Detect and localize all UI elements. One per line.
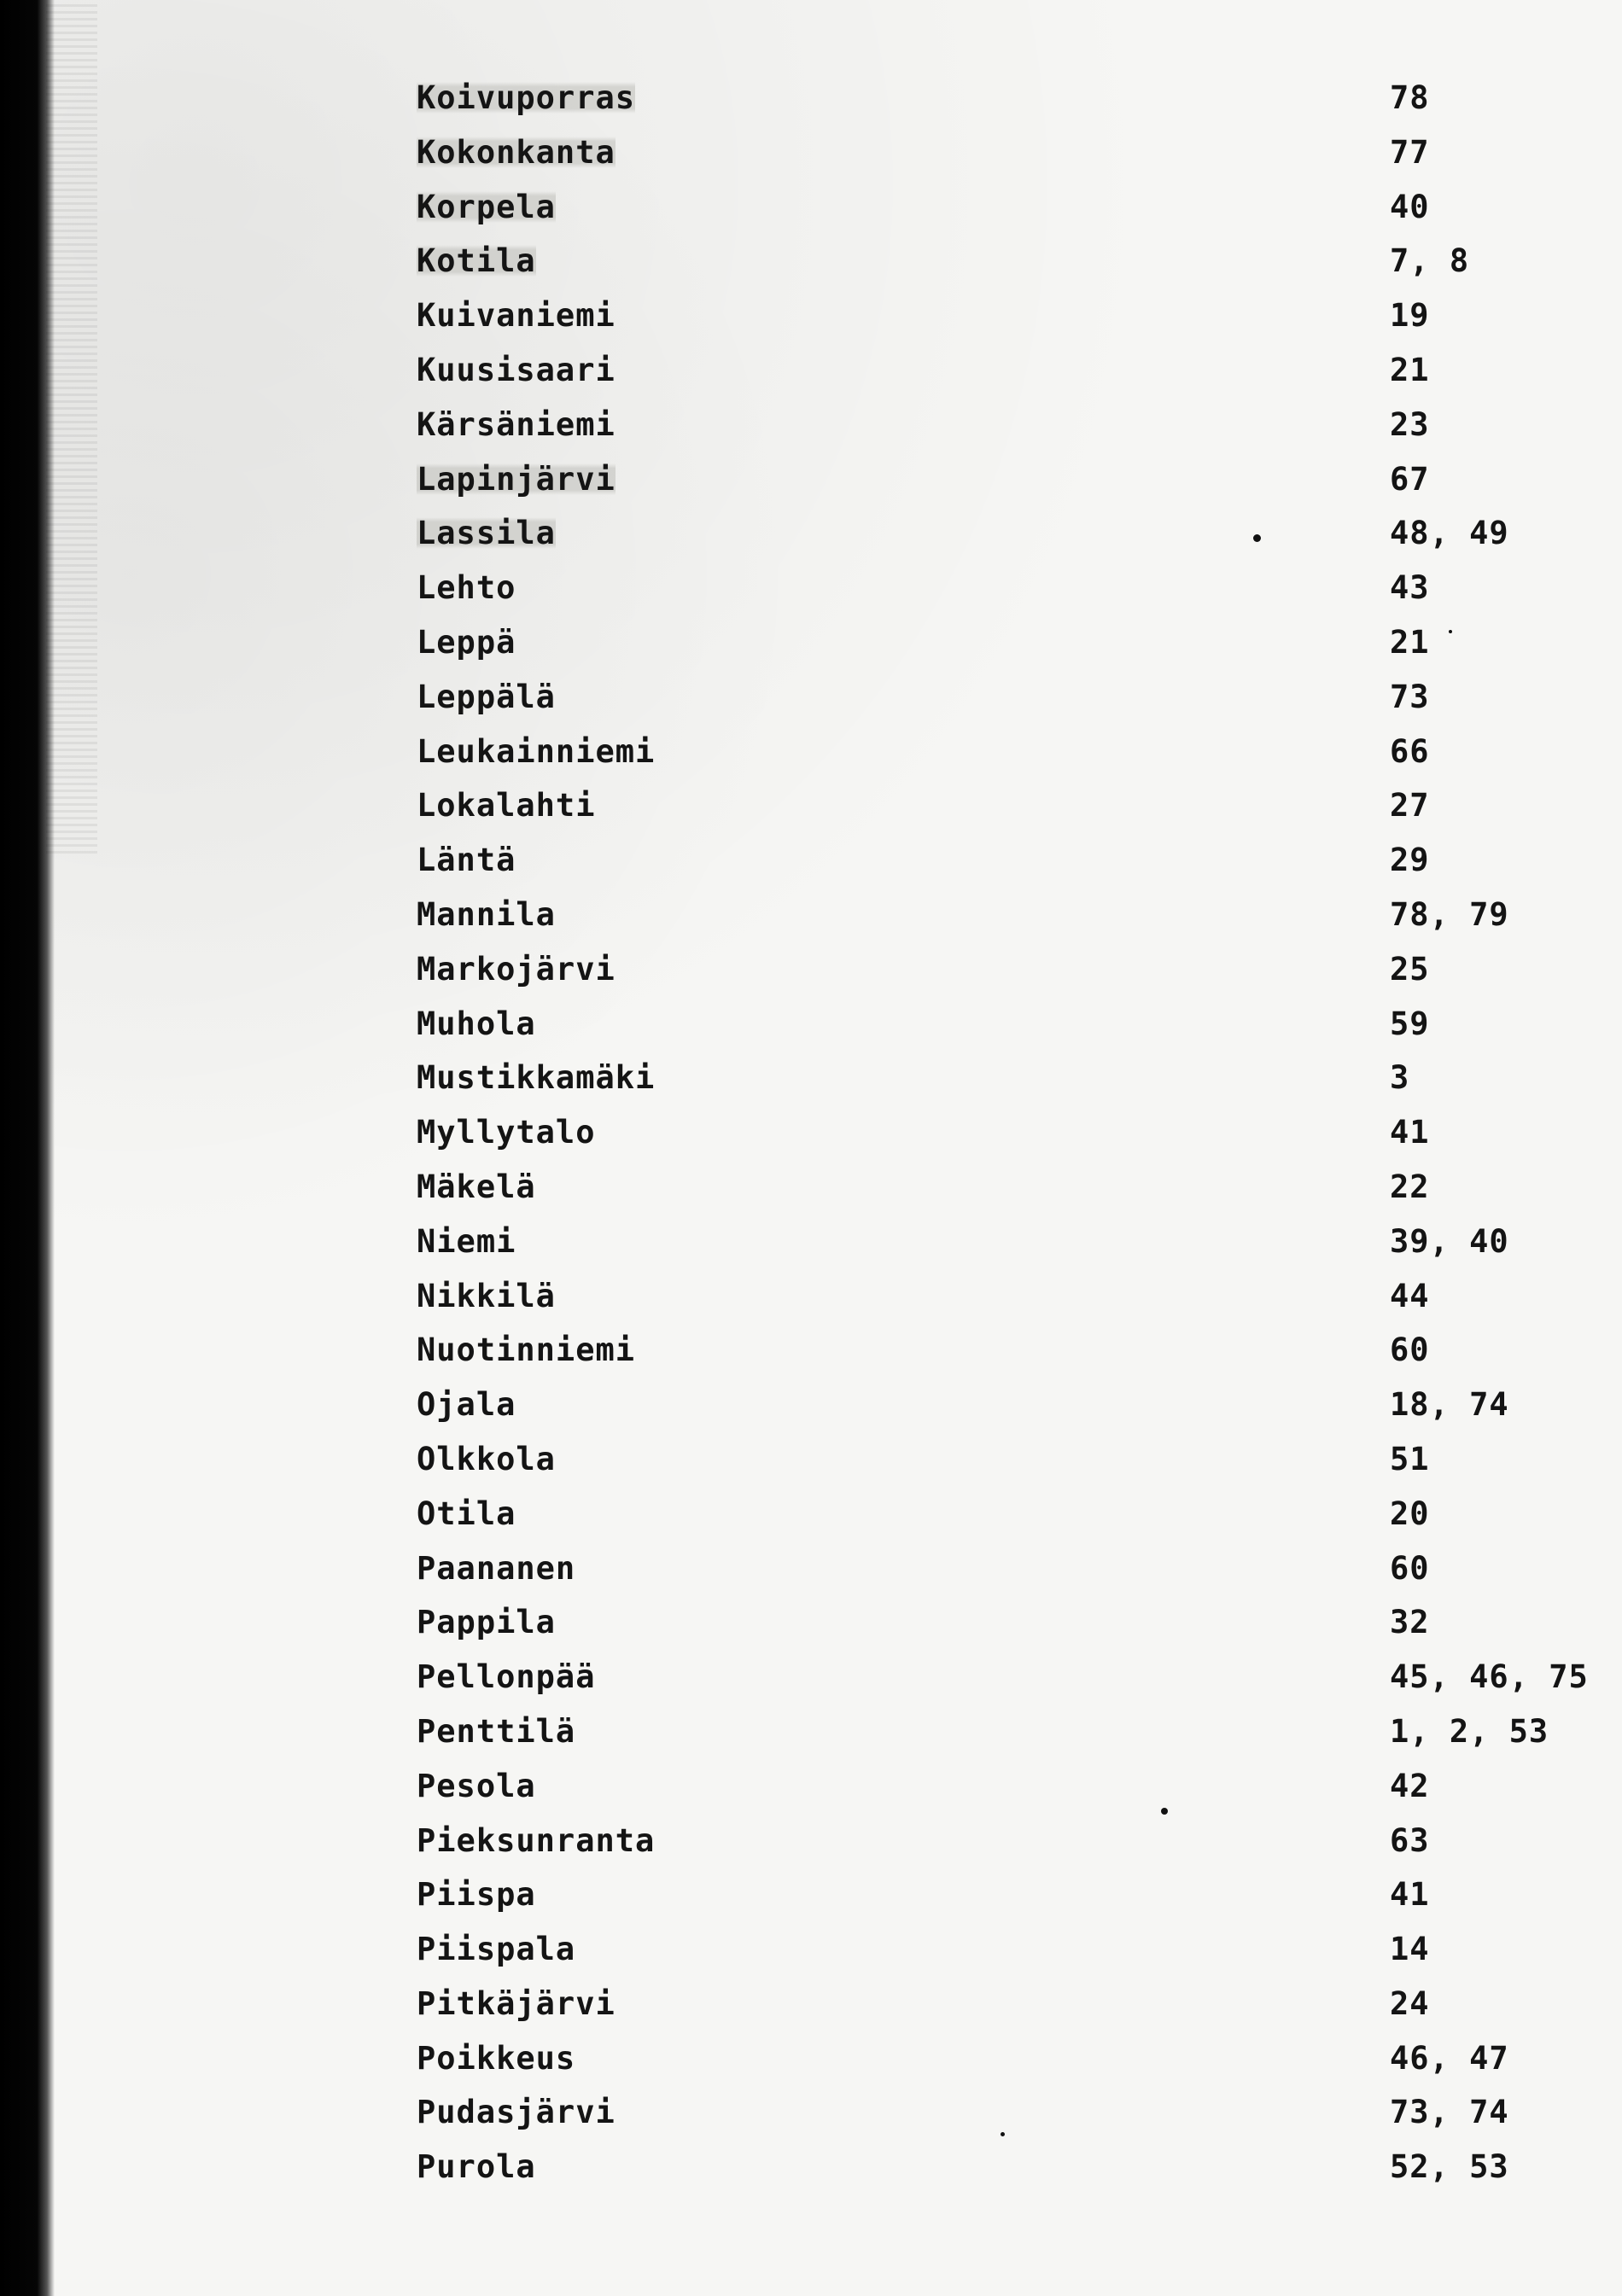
index-row <box>0 1168 1622 1226</box>
entry-name: Leppä <box>417 623 516 661</box>
index-row <box>0 1495 1622 1553</box>
entry-pages: 21 <box>1390 351 1430 388</box>
entry-name: Olkkola <box>417 1440 556 1477</box>
index-row <box>0 1933 1622 1988</box>
entry-name: Markojärvi <box>417 950 616 988</box>
index-row <box>0 787 1622 844</box>
index-row <box>0 2148 1622 2206</box>
index-row <box>0 517 1622 572</box>
index-row <box>0 1440 1622 1498</box>
index-row <box>0 1386 1622 1443</box>
entry-pages: 19 <box>1390 297 1430 335</box>
entry-pages: 67 <box>1390 460 1430 498</box>
entry-pages: 14 <box>1390 1931 1430 1968</box>
index-list <box>0 79 1622 2206</box>
entry-name: Myllytalo <box>417 1114 596 1151</box>
entry-pages: 73 <box>1390 678 1430 715</box>
entry-pages: 46, 47 <box>1390 2039 1509 2077</box>
entry-pages: 3 <box>1390 1059 1410 1097</box>
index-row <box>0 1549 1622 1607</box>
entry-pages: 63 <box>1390 1821 1430 1859</box>
entry-name: Pesola <box>417 1767 536 1804</box>
entry-pages: 60 <box>1390 1332 1430 1369</box>
entry-name: Piispala <box>417 1931 576 1968</box>
entry-pages: 18, 74 <box>1390 1386 1509 1424</box>
entry-name: Korpela <box>417 188 556 225</box>
index-row <box>0 569 1622 626</box>
entry-pages: 7, 8 <box>1390 242 1470 280</box>
index-row <box>0 1658 1622 1716</box>
index-row <box>0 133 1622 191</box>
entry-name: Mustikkamäki <box>417 1059 656 1097</box>
entry-name: Pitkäjärvi <box>417 1984 616 2022</box>
index-row <box>0 1005 1622 1063</box>
entry-name: Purola <box>417 2148 536 2186</box>
entry-pages: 1, 2, 53 <box>1390 1712 1549 1750</box>
entry-pages: 22 <box>1390 1168 1430 1205</box>
index-row <box>0 1222 1622 1280</box>
entry-name: Otila <box>417 1495 516 1532</box>
entry-pages: 73, 74 <box>1390 2094 1509 2131</box>
index-row <box>0 844 1622 899</box>
entry-name: Niemi <box>417 1222 516 1260</box>
entry-name: Läntä <box>417 842 516 879</box>
entry-name: Kokonkanta <box>417 133 616 171</box>
ink-speck <box>1449 630 1452 633</box>
index-row <box>0 732 1622 790</box>
index-row <box>0 623 1622 681</box>
entry-name: Kotila <box>417 242 536 280</box>
entry-pages: 52, 53 <box>1390 2148 1509 2186</box>
entry-name: Mäkelä <box>417 1168 536 1205</box>
entry-pages: 43 <box>1390 569 1430 607</box>
entry-pages: 77 <box>1390 133 1430 171</box>
entry-name: Pellonpää <box>417 1658 596 1696</box>
index-row <box>0 460 1622 518</box>
entry-name: Nuotinniemi <box>417 1332 636 1369</box>
entry-pages: 41 <box>1390 1114 1430 1151</box>
index-row <box>0 297 1622 354</box>
index-row <box>0 1712 1622 1770</box>
entry-pages: 39, 40 <box>1390 1222 1509 1260</box>
index-row <box>0 2096 1622 2151</box>
entry-name: Lokalahti <box>417 787 596 825</box>
entry-pages: 40 <box>1390 188 1430 225</box>
entry-name: Paananen <box>417 1549 576 1587</box>
entry-pages: 60 <box>1390 1549 1430 1587</box>
index-row <box>0 351 1622 409</box>
index-row <box>0 950 1622 1008</box>
entry-name: Kärsäniemi <box>417 405 616 443</box>
index-row <box>0 188 1622 246</box>
entry-pages: 25 <box>1390 950 1430 988</box>
entry-name: Pieksunranta <box>417 1821 656 1859</box>
index-row <box>0 1767 1622 1825</box>
entry-pages: 23 <box>1390 405 1430 443</box>
entry-name: Ojala <box>417 1386 516 1424</box>
index-row <box>0 895 1622 953</box>
ink-speck <box>1001 2132 1005 2136</box>
entry-pages: 44 <box>1390 1277 1430 1314</box>
entry-name: Leukainniemi <box>417 732 656 770</box>
entry-pages: 78, 79 <box>1390 895 1509 933</box>
index-row <box>0 1277 1622 1335</box>
index-row <box>0 1334 1622 1389</box>
entry-pages: 59 <box>1390 1005 1430 1042</box>
entry-name: Pappila <box>417 1604 556 1641</box>
ink-speck <box>1253 534 1261 542</box>
entry-pages: 20 <box>1390 1495 1430 1532</box>
entry-pages: 66 <box>1390 732 1430 770</box>
entry-name: Koivuporras <box>417 79 636 116</box>
entry-name: Leppälä <box>417 678 556 715</box>
entry-pages: 24 <box>1390 1984 1430 2022</box>
index-row <box>0 1821 1622 1879</box>
entry-pages: 41 <box>1390 1876 1430 1914</box>
entry-name: Mannila <box>417 895 556 933</box>
entry-pages: 29 <box>1390 842 1430 879</box>
index-row <box>0 405 1622 463</box>
entry-name: Penttilä <box>417 1712 576 1750</box>
entry-name: Poikkeus <box>417 2039 576 2077</box>
entry-name: Muhola <box>417 1005 536 1042</box>
index-row <box>0 1984 1622 2043</box>
entry-pages: 21 <box>1390 623 1430 661</box>
entry-name: Nikkilä <box>417 1277 556 1314</box>
entry-name: Pudasjärvi <box>417 2094 616 2131</box>
entry-pages: 51 <box>1390 1440 1430 1477</box>
index-row <box>0 678 1622 736</box>
entry-name: Kuivaniemi <box>417 297 616 335</box>
entry-name: Kuusisaari <box>417 351 616 388</box>
entry-name: Lassila <box>417 515 556 552</box>
entry-pages: 78 <box>1390 79 1430 116</box>
index-row <box>0 1116 1622 1171</box>
ink-speck <box>1161 1808 1168 1815</box>
index-row <box>0 1059 1622 1116</box>
entry-name: Piispa <box>417 1876 536 1914</box>
entry-name: Lehto <box>417 569 516 607</box>
index-row <box>0 1606 1622 1661</box>
entry-pages: 32 <box>1390 1604 1430 1641</box>
index-row <box>0 2039 1622 2097</box>
index-row <box>0 1876 1622 1933</box>
entry-pages: 42 <box>1390 1767 1430 1804</box>
entry-pages: 27 <box>1390 787 1430 825</box>
entry-pages: 45, 46, 75 <box>1390 1658 1589 1696</box>
entry-pages: 48, 49 <box>1390 515 1509 552</box>
index-row <box>0 79 1622 137</box>
index-row <box>0 242 1622 300</box>
entry-name: Lapinjärvi <box>417 460 616 498</box>
